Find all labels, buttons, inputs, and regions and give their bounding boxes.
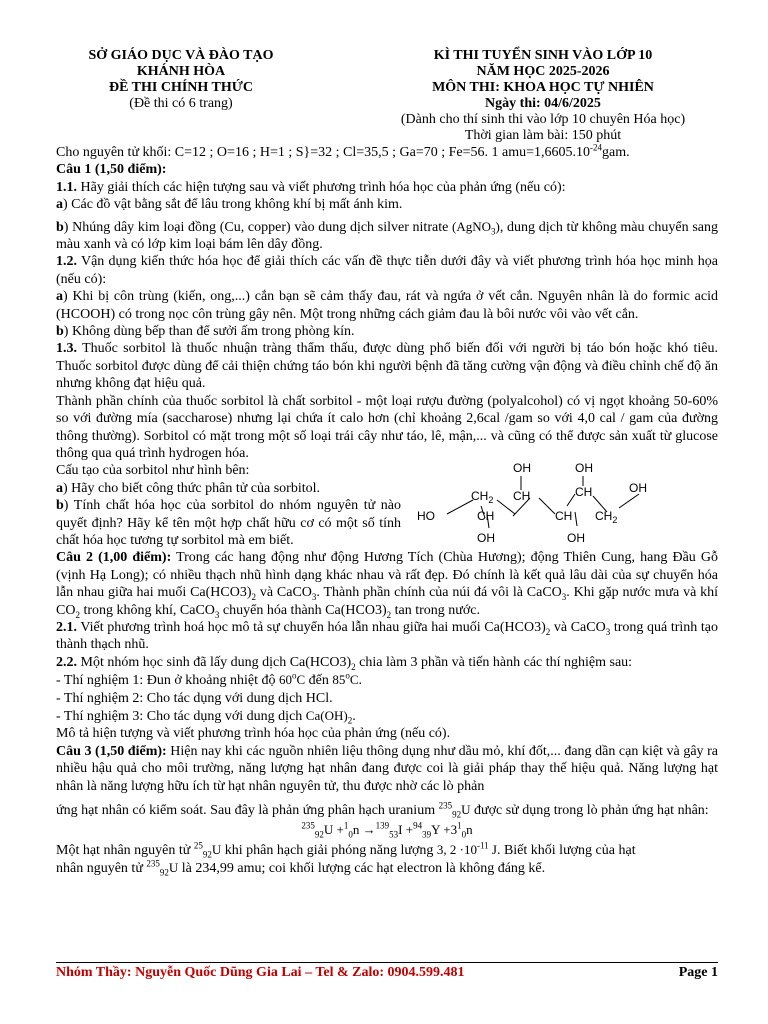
structure-caption: Cấu tạo của sorbitol như hình bên: — [56, 463, 250, 479]
fission-equation: $^{235}_{92}U +^1_0n \to^{139}_{53}I +^{94}_{39}Y +3^1_0n$ — [301, 821, 473, 841]
q3-last: Một hạt nhân nguyên tử $^{25}_{92}$U khi phân hạch giải phóng năng lượng 3, $2 \cdot 10^{-11}$ J. Biết khối lượng của hạt — [56, 840, 636, 860]
q3-last-2: nhân nguyên tử $^{235}_{92}$U là 234,99 amu; coi khối lượng các hạt electron là không đáng kể. — [56, 858, 546, 878]
footer-author: Nhóm Thầy: Nguyễn Quốc Dũng Gia Lai – Tel & Zalo: 0904.599.481 — [56, 965, 465, 980]
ch-2: CH — [513, 489, 531, 504]
audience-note: (Dành cho thí sinh thi vào lớp 10 chuyên Hóa học) — [400, 112, 686, 127]
sorbitol-block — [56, 462, 718, 549]
duration-note: Thời gian làm bài: 150 phút — [464, 128, 622, 143]
oh-1: OH — [477, 531, 495, 546]
q3-intro: Câu 3 (1,50 điểm): Hiện nay khi các nguồn nhiên liệu thông dụng như dầu mỏ, khí đốt,... đang dần cạn kiệt và gây ra nhiều hậu quả cho môi trường, năng lượng hạt nhân đang được coi là giải pháp thay thế hiệu quả. Năng lượng hạt nhân là năng lượng hữu ích từ hạt nhân nguyên tử, thu được nhờ các lò phản — [56, 743, 718, 794]
school-year: NĂM HỌC 2025-2026 — [476, 64, 610, 79]
page-count-note: (Đề thi có 6 trang) — [129, 96, 233, 111]
q2-intro: Câu 2 (1,00 điểm): Trong các hang động như động Hương Tích (Chùa Hương); động Thiên Cung, hang Đầu Gỗ (vịnh Hạ Long); có nhiều thạch nhũ hình dạng khác nhau và rất đẹp. Đó chính là kết quả lâu dài của sự chuyển hóa lẫn nhau giữa hai muối $Ca(HCO3)_2$ và CaCO$_3$. Thành phần chính của núi đá vôi là CaCO$_3$. Khi gặp nước mưa và khí $CO_2$ trong không khí, CaCO$_3$ chuyển hóa thành $Ca(HCO3)_2$ tan trong nước. — [56, 550, 719, 620]
department-name: SỞ GIÁO DỤC VÀ ĐÀO TẠO — [88, 48, 274, 63]
page-footer — [56, 962, 718, 981]
q1-1-a: a) Các đồ vật bằng sắt để lâu trong không khí bị mất ánh kim. — [56, 197, 403, 213]
q2-2: 2.2. Một nhóm học sinh đã lấy dung dịch $Ca(HCO3)_2$ chia làm 3 phần và tiến hành các thí nghiệm sau: — [56, 654, 633, 672]
experiment-2: - Thí nghiệm 2: Cho tác dụng với dung dịch HCl. — [56, 690, 333, 706]
q1-1-b: b) Nhúng dây kim loại đồng (Cu, copper) vào dung dịch silver nitrate (AgNO$_3$), dung dịch từ không màu chuyển sang màu xanh và có lớp kim loại bám lên dây đồng. — [56, 218, 718, 253]
q1-title: Câu 1 (1,50 điểm): — [56, 162, 167, 178]
q1-3-body: Thành phần chính của thuốc sorbitol là chất sorbitol - một loại rượu đường (polyalcohol) có vị ngọt khoảng 50-60% so với đường mía (saccharose) nhưng lại chứa ít calo hơn (chỉ khoảng 2,6cal /gam so với 4,0 cal / gam của đường thông thường). Sorbitol có mặt trong một số loại trái cây như táo, lê, mận,... và cũng có thể được sản xuất từ glucose thông qua quá trình hydrogen hóa. — [56, 393, 718, 461]
oh-5: OH — [629, 481, 647, 496]
exam-header — [56, 48, 718, 144]
province-name: KHÁNH HÒA — [136, 64, 226, 79]
oh-4: OH — [575, 461, 593, 476]
q1-2-a: a) Khi bị côn trùng (kiến, ong,...) cắn bạn sẽ cảm thấy đau, rát và ngứa ở vết cắn. Nguyên nhân là do formic acid (HCOOH) có trong nọc côn trùng gây nên. Một trong những cách giảm đau là bôi nước vôi vào vết cắn. — [56, 289, 718, 322]
q2-1: 2.1. Viết phương trình hoá học mô tả sự chuyển hóa lẫn nhau giữa hai muối $Ca(HCO3)_2$ và CaCO$_3$ trong quá trình tạo thành thạch nhũ. — [56, 619, 718, 653]
subject: MÔN THI: KHOA HỌC TỰ NHIÊN — [432, 80, 654, 95]
official-label: ĐỀ THI CHÍNH THỨC — [108, 80, 254, 95]
q1-2-b: b) Không dùng bếp than để sưởi ấm trong phòng kín. — [56, 324, 355, 340]
header-right — [378, 48, 708, 144]
ch-1: CH — [477, 509, 495, 524]
q1-2: 1.2. Vận dụng kiến thức hóa học để giải thích các vấn đề thực tiễn dưới đây và viết phương trình hóa học minh họa (nếu có): — [56, 254, 718, 287]
experiment-3: - Thí nghiệm 3: Cho tác dụng với dung dịch $Ca(OH)_2$. — [56, 708, 356, 726]
oh-3: OH — [567, 531, 585, 546]
page-number: Page 1 — [678, 965, 718, 980]
oh-2: OH — [513, 461, 531, 476]
ho-group: HO — [417, 509, 435, 524]
q3-intro-2: ứng hạt nhân có kiểm soát. Sau đây là phản ứng phân hạch uranium $^{235}_{92}$U được sử dụng trong lò phản ứng hạt nhân: — [56, 800, 709, 820]
exam-page — [56, 48, 718, 878]
q1-1: 1.1. Hãy giải thích các hiện tượng sau và viết phương trình hóa học của phản ứng (nếu có): — [56, 179, 566, 195]
sorbitol-structure-diagram — [415, 456, 715, 548]
q2-describe: Mô tả hiện tượng và viết phương trình hóa học của phản ứng (nếu có). — [56, 726, 451, 742]
exam-name: KÌ THI TUYỂN SINH VÀO LỚP 10 — [433, 48, 653, 63]
ch2-left: $CH_2$ — [471, 489, 494, 506]
q1-3-a: a) Hãy cho biết công thức phân tử của sorbitol. — [56, 480, 320, 496]
q1-3: 1.3. Thuốc sorbitol là thuốc nhuận tràng thẩm thấu, được dùng phổ biến đối với người bị táo bón hoặc khó tiêu. Thuốc sorbitol được dùng để cải thiện chứng táo bón khi người bệnh đã tăng cường vận động và điều chỉnh chế độ ăn nhưng không đạt hiệu quả. — [56, 341, 718, 392]
header-left — [56, 48, 306, 144]
ch2-right: $CH_2$ — [595, 509, 618, 526]
exam-date: Ngày thi: 04/6/2025 — [485, 96, 601, 111]
q1-3-b: b) Tính chất hóa học của sorbitol do nhóm nguyên tử nào quyết định? Hãy kể tên một hợp chất hữu cơ có một số tính chất hóa học tương tự sorbitol mà em biết. — [56, 498, 401, 548]
ch-4: CH — [575, 485, 593, 500]
experiment-1: - Thí nghiệm 1: Đun ở khoảng nhiệt độ 60$^o$C đến 85$^o$C. — [56, 670, 363, 689]
ch-3: CH — [555, 509, 573, 524]
atomic-masses: Cho nguyên tử khối: C=12 ; O=16 ; H=1 ; S}=32 ; Cl=35,5 ; Ga=70 ; Fe=56. 1 $amu=1,6605.10^{-24}gam$. — [56, 142, 630, 160]
